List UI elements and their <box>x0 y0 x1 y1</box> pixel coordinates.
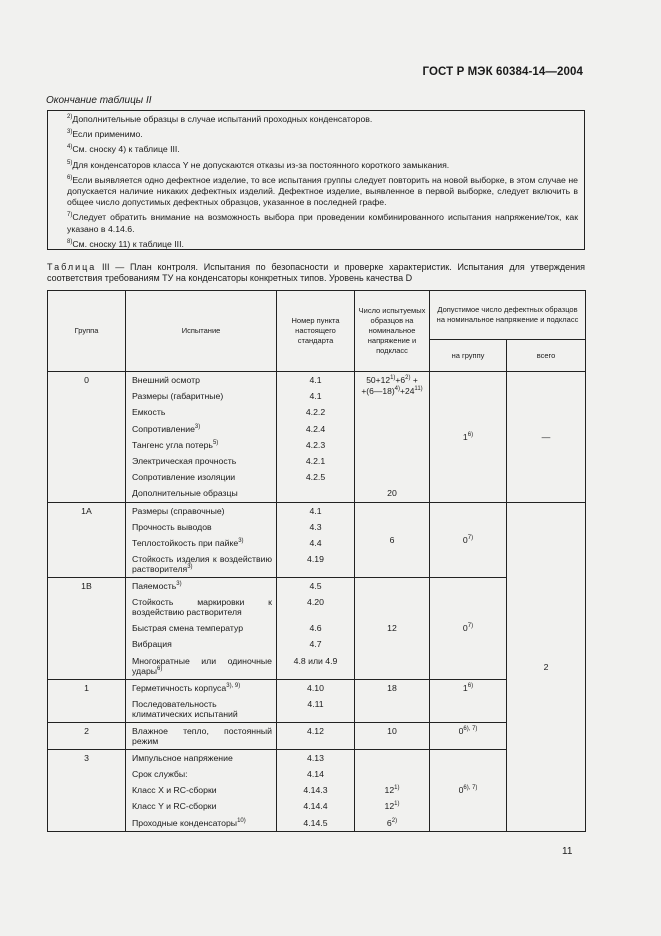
clause-number: 4.6 <box>309 623 322 634</box>
continuation-caption: Окончание таблицы II <box>46 95 152 106</box>
clause-number: 4.2.1 <box>305 455 326 466</box>
group-id: 1A <box>81 505 92 516</box>
test-name: Сопротивление изоляции <box>132 472 236 483</box>
footnote: $^{4)}$См. сноску 4) к таблице III. <box>67 144 180 155</box>
test-name: Влажное тепло, постоянный режим <box>132 725 272 746</box>
allowed-per-group: 1$^{6)}$ <box>462 431 474 442</box>
table-row <box>48 749 586 831</box>
test-name: Прочность выводов <box>132 521 212 532</box>
group-id: 1 <box>84 682 89 693</box>
test-name: Стойкость маркировки к воздействию растворителя <box>132 597 272 618</box>
allowed-per-group: 0$^{7)}$ <box>462 623 474 634</box>
sample-count <box>355 750 429 766</box>
footnote: $^{3)}$Если применимо. <box>67 129 143 140</box>
table-title: Таблица III — План контроля. Испытания по безопасности и проверке характеристик. Испытания для утверждения соответствия требованиям ТУ на конденсаторы конкретных типов. Уровень качества D <box>47 262 585 283</box>
test-name: Размеры (габаритные) <box>132 391 224 402</box>
sample-count: 12 <box>387 623 397 634</box>
clause-number: 4.2.5 <box>305 472 326 483</box>
footnote: $^{5)}$Для конденсаторов класса Y не допускаются отказы из-за постоянного короткого замыкания. <box>67 159 450 170</box>
table-row <box>48 502 586 578</box>
header-per-group: на группу <box>430 340 507 372</box>
group-id: 3 <box>84 752 89 763</box>
header-test: Испытание <box>126 291 277 372</box>
clause-number: 4.2.4 <box>305 423 326 434</box>
sample-count: $50+12^{1)}+6^{2)}$ + $+(6—18)^{4)}+24^{11)}$ <box>361 375 423 396</box>
clause-number: 4.2.3 <box>305 439 326 450</box>
clause-number: 4.5 <box>309 581 322 592</box>
test-name: Сопротивление$^{3)}$ <box>132 423 201 434</box>
clause-number: 4.1 <box>309 391 322 402</box>
header-count: Число испытуемых образцов на номинальное напряжение и подкласс <box>355 291 430 372</box>
clause-number: 4.13 <box>307 752 324 763</box>
sample-count: 10 <box>387 725 397 736</box>
group-id: 2 <box>84 725 89 736</box>
test-name: Импульсное напряжение <box>132 752 233 763</box>
clause-number: 4.10 <box>307 682 324 693</box>
clause-number: 4.11 <box>307 698 324 709</box>
allowed-per-group: $0^{6), 7)}$ <box>458 785 478 796</box>
clause-number <box>277 485 354 501</box>
header-group: Группа <box>48 291 126 372</box>
test-name: Внешний осмотр <box>132 375 200 385</box>
table-row <box>48 679 586 722</box>
clause-number: 4.14 <box>307 769 324 779</box>
clause-number: 4.19 <box>307 554 324 565</box>
allowed-total: — <box>541 431 551 442</box>
table-row <box>48 722 586 749</box>
inspection-plan-table <box>47 290 586 832</box>
test-name: Герметичность корпуса$^{3), 9)}$ <box>132 682 241 693</box>
test-name: Вибрация <box>132 639 172 650</box>
page-number: 11 <box>562 846 573 857</box>
test-name: Проходные конденсаторы$^{10)}$ <box>132 817 246 828</box>
test-name: Класс Y и RC-сборки <box>132 801 217 812</box>
clause-number: 4.14.3 <box>303 785 328 796</box>
allowed-per-group: $0^{6), 7)}$ <box>458 725 478 736</box>
footnotes-box <box>47 110 585 250</box>
sample-count: 6 <box>389 534 395 545</box>
clause-number: 4.14.4 <box>303 801 328 812</box>
header-total: всего <box>507 340 586 372</box>
footnote: $^{2)}$Дополнительные образцы в случае испытаний проходных конденсаторов. <box>67 114 373 124</box>
allowed-per-group: 0$^{7)}$ <box>462 534 474 545</box>
clause-number: 4.14.5 <box>303 817 328 828</box>
header-allowed: Допустимое число дефектных образцов на номинальное напряжение и подкласс <box>430 291 586 340</box>
clause-number: 4.2.2 <box>305 407 326 418</box>
clause-number: 4.1 <box>309 375 322 385</box>
clause-number: 4.1 <box>309 505 322 516</box>
sample-count <box>355 766 429 782</box>
test-name: Емкость <box>132 407 166 418</box>
document-code: ГОСТ Р МЭК 60384-14—2004 <box>422 66 583 78</box>
test-name: Паяемость$^{3)}$ <box>132 581 182 592</box>
test-name: Многократные или одиночные удары$^{6)}$ <box>132 655 272 676</box>
additional-sample-count: 20 <box>387 488 397 499</box>
footnote: $^{6)}$Если выявляется одно дефектное изделие, то все испытания группы следует повторить на новой выборке, в этом случае не допускается наличие никаких дефектных изделий. Дефектное изделие, выявленное в первой выборке, следует включить в общее число допустимых дефектных образцов, указанное в последней графе. <box>67 174 578 208</box>
sample-count: 18 <box>387 682 397 693</box>
clause-number: 4.3 <box>309 521 322 532</box>
clause-number: 4.12 <box>307 725 324 736</box>
allowed-per-group: 1$^{6)}$ <box>462 682 474 693</box>
group-id: 1B <box>81 581 92 592</box>
table-row <box>48 578 586 680</box>
test-name: Тангенс угла потерь$^{5)}$ <box>132 439 219 450</box>
test-name: Быстрая смена температур <box>132 623 244 634</box>
test-name: Последовательность климатических испытаний <box>132 698 238 719</box>
clause-number: 4.7 <box>309 639 322 650</box>
table-row <box>48 372 586 503</box>
test-name: Электрическая прочность <box>132 455 237 466</box>
clause-number: 4.4 <box>309 537 322 548</box>
test-name: Срок службы: <box>132 769 188 779</box>
test-name: Размеры (справочные) <box>132 505 225 516</box>
sample-count: 12$^{1)}$ <box>384 801 400 812</box>
sample-count: 12$^{1)}$ <box>384 785 400 796</box>
allowed-total: 2 <box>543 661 549 672</box>
test-name: Теплостойкость при пайке$^{3)}$ <box>132 537 244 548</box>
test-name: Дополнительные образцы <box>132 488 238 499</box>
footnote: $^{7)}$Следует обратить внимание на возможность выбора при проведении комбинированного испытания напряжение/ток, как указано в 4.14.6. <box>67 212 578 234</box>
clause-number: 4.20 <box>307 597 324 608</box>
test-name: Класс X и RC-сборки <box>132 785 217 796</box>
clause-number: 4.8 или 4.9 <box>293 655 338 666</box>
sample-count: 6$^{2)}$ <box>386 817 398 828</box>
group-id: 0 <box>84 375 89 385</box>
footnote: $^{8)}$См. сноску 11) к таблице III. <box>67 238 184 249</box>
header-clause: Номер пункта настоящего стандарта <box>277 291 355 372</box>
test-name: Стойкость изделия к воздействию растворителя$^{3)}$ <box>132 554 272 575</box>
